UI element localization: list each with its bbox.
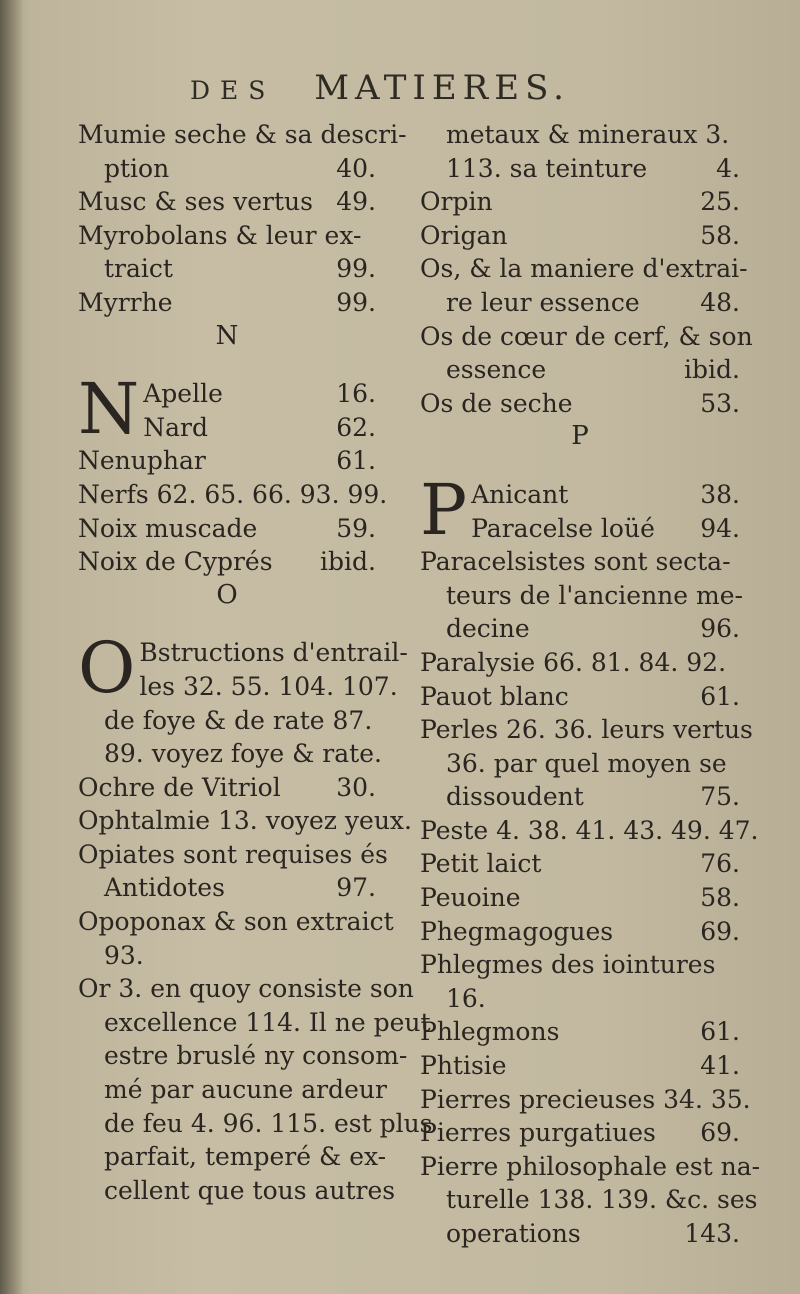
index-entry: dissoudent 75.	[446, 782, 740, 812]
page-binding-shadow	[0, 0, 22, 1294]
index-entry: Orpin 25.	[420, 187, 740, 217]
index-entry: Or 3. en quoy consiste son	[78, 974, 414, 1004]
index-entry: Phtisie 41.	[420, 1051, 740, 1081]
index-entry: 16.	[446, 983, 486, 1013]
section-letter-o: O	[216, 579, 238, 610]
index-entry: parfait, temperé & ex-	[104, 1142, 387, 1172]
dropcap-block-o	[78, 627, 408, 710]
index-entry: Phlegmons 61.	[420, 1017, 740, 1047]
index-entry: Apelle 16.	[143, 379, 376, 409]
index-entry: Nenuphar 61.	[78, 446, 376, 476]
index-entry: 36. par quel moyen se	[446, 748, 727, 778]
index-entry: de foye & de rate 87.	[104, 705, 373, 735]
header-title: MATIERES.	[314, 68, 570, 108]
index-entry: Antidotes 97.	[104, 873, 376, 903]
index-entry: Nard 62.	[143, 412, 376, 442]
index-entry: Peste 4. 38. 41. 43. 49. 47.	[420, 815, 759, 845]
index-entry: Myrobolans & leur ex-	[78, 220, 362, 250]
index-entry: Opoponax & son extraict	[78, 907, 394, 937]
index-entry: Paracelse loüé 94.	[471, 513, 740, 543]
index-entry: Bstructions d'entrail-	[139, 638, 408, 668]
section-letter-n: N	[215, 320, 239, 351]
dropcap-p: P	[420, 468, 468, 551]
index-entry: Noix de Cyprés ibid.	[78, 547, 376, 577]
spacer	[420, 454, 740, 478]
index-entry: essence ibid.	[446, 355, 740, 385]
index-entry: Myrrhe 99.	[78, 287, 376, 317]
left-column	[78, 118, 433, 1207]
index-entry: re leur essence 48.	[446, 287, 740, 317]
index-entry: Noix muscade 59.	[78, 513, 376, 543]
index-entry: Phegmagogues 69.	[420, 916, 740, 946]
index-entry: Perles 26. 36. leurs vertus	[420, 715, 753, 745]
index-entry: Os de seche 53.	[420, 388, 740, 418]
section-letter-p: P	[571, 421, 589, 452]
right-column	[420, 118, 761, 1251]
index-entry: Phlegmes des iointures	[420, 950, 716, 980]
index-entry: Pierres precieuses 34. 35.	[420, 1084, 751, 1114]
index-entry: Origan 58.	[420, 220, 740, 250]
index-entry: operations 143.	[446, 1219, 740, 1248]
index-entry: turelle 138. 139. &c. ses	[446, 1185, 758, 1215]
index-entry: Nerfs 62. 65. 66. 93. 99.	[78, 479, 388, 509]
index-entry: teurs de l'ancienne me-	[446, 580, 743, 610]
index-entry: 113. sa teinture 4.	[446, 153, 740, 183]
index-entry: traict 99.	[104, 254, 376, 284]
index-entry: estre bruslé ny consom-	[104, 1041, 408, 1071]
index-entry: decine 96.	[446, 614, 740, 644]
index-entry: Anicant 38.	[471, 479, 740, 509]
index-entry: ption 40.	[104, 153, 376, 183]
header-prefix: DES	[190, 76, 276, 105]
index-entry: 89. voyez foye & rate.	[104, 739, 382, 769]
index-entry: 93.	[104, 940, 144, 970]
index-entry: Pierres purgatiues 69.	[420, 1118, 740, 1148]
dropcap-n: N	[78, 368, 140, 451]
index-entry: Musc & ses vertus 49.	[78, 187, 376, 217]
index-entry: Opiates sont requises és	[78, 839, 388, 869]
index-entry: Paralysie 66. 81. 84. 92.	[420, 647, 727, 677]
index-entry: de feu 4. 96. 115. est plus	[104, 1108, 433, 1138]
index-entry: Mumie seche & sa descri-	[78, 120, 407, 149]
dropcap-block-n	[78, 368, 376, 451]
dropcap-block-p	[420, 468, 740, 551]
index-entry: Pauot blanc 61.	[420, 681, 740, 711]
index-entry: excellence 114. Il ne peut	[104, 1007, 431, 1037]
index-entry: metaux & mineraux 3.	[446, 120, 730, 149]
index-entry: Os, & la maniere d'extrai-	[420, 254, 748, 284]
page-header	[190, 68, 610, 108]
index-entry: mé par aucune ardeur	[104, 1075, 387, 1105]
index-entry: Ochre de Vitriol 30.	[78, 772, 376, 802]
index-entry: Petit laict 76.	[420, 849, 740, 879]
index-entry: Ophtalmie 13. voyez yeux.	[78, 806, 412, 836]
index-entry: Os de cœur de cerf, & son	[420, 321, 753, 351]
index-entry: Pierre philosophale est na-	[420, 1151, 761, 1181]
index-entry: cellent que tous autres	[104, 1175, 396, 1205]
index-entry: Peuoine 58.	[420, 883, 740, 913]
index-entry: les 32. 55. 104. 107.	[139, 671, 398, 701]
dropcap-o: O	[78, 627, 136, 710]
index-entry: Paracelsistes sont secta-	[420, 547, 731, 577]
